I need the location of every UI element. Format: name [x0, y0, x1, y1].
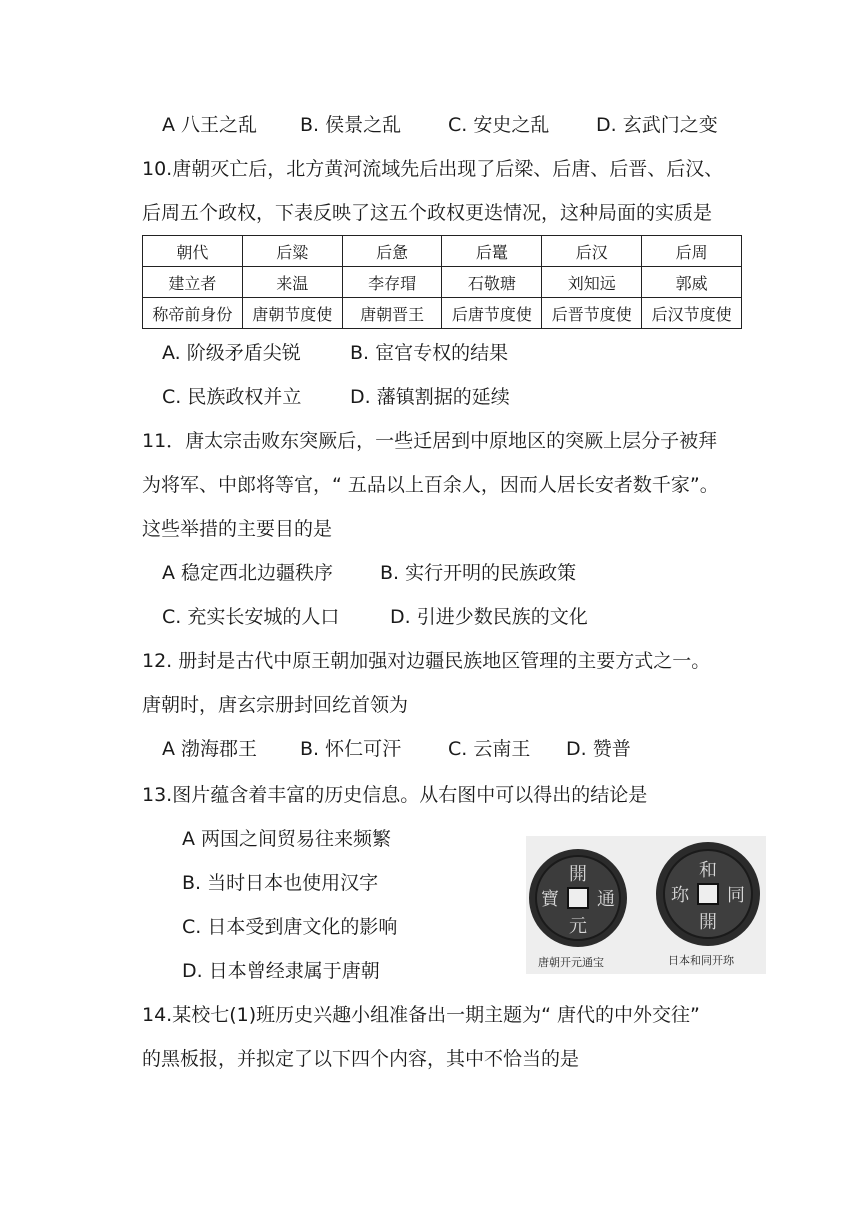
q11-option-c[interactable]: C. 充实长安城的人口: [162, 606, 340, 628]
coin-right-char-right: 同: [727, 885, 745, 906]
q11-stem-line3: 这些举措的主要目的是: [142, 518, 333, 540]
table-cell: 后惫: [342, 236, 442, 267]
q13-option-c[interactable]: C. 日本受到唐文化的影响: [182, 916, 398, 938]
table-cell: 建立者: [143, 267, 243, 298]
q11-stem-line1: 11．唐太宗击败东突厥后，一些迁居到中原地区的突厥上层分子被拜: [142, 430, 718, 452]
coin-left-char-top: 開: [569, 864, 587, 885]
table-cell: 后唐节度使: [442, 298, 542, 329]
coin-right-caption: 日本和同开珎: [668, 954, 734, 967]
table-cell: 后粱: [242, 236, 342, 267]
table-cell: 称帝前身份: [143, 298, 243, 329]
q14-stem-line2: 的黑板报，并拟定了以下四个内容，其中不恰当的是: [142, 1048, 580, 1070]
q12-stem-line1: 12. 册封是古代中原王朝加强对边疆民族地区管理的主要方式之一。: [142, 650, 711, 672]
q12-stem-line2: 唐朝时，唐玄宗册封回纥首领为: [142, 694, 409, 716]
table-row: [143, 267, 742, 298]
coin-right-char-top: 和: [699, 860, 717, 881]
q13-stem: 13.图片蕴含着丰富的历史信息。从右图中可以得出的结论是: [142, 784, 648, 806]
q10-options-row1: [162, 341, 508, 365]
q13-option-a[interactable]: A 两国之间贸易往来频繁: [182, 828, 392, 850]
wadokaichin-coin-icon: [656, 842, 760, 946]
q14-stem-line1: 14.某校七(1)班历史兴趣小组准备出一期主题为“ 唐代的中外交往”: [142, 1004, 700, 1026]
coin-right-char-bottom: 開: [699, 912, 717, 933]
table-cell: 唐朝节度使: [242, 298, 342, 329]
table-cell: 李存瑁: [342, 267, 442, 298]
table-cell: 后周: [642, 236, 742, 267]
table-cell: 后鼍: [442, 236, 542, 267]
q11-stem-line2: 为将军、中郎将等官，“ 五品以上百余人，因而人居长安者数千家”。: [142, 474, 719, 496]
table-cell: 来温: [242, 267, 342, 298]
table-cell: 唐朝晋王: [342, 298, 442, 329]
table-cell: 后汉: [542, 236, 642, 267]
table-cell: 后汉节度使: [642, 298, 742, 329]
q9-option-a[interactable]: A 八王之乱: [162, 114, 258, 136]
q9-option-d[interactable]: D. 玄武门之变: [596, 114, 718, 136]
q10-option-a[interactable]: A. 阶级矛盾尖锐: [162, 342, 301, 364]
q13-option-d[interactable]: D. 日本曾经隶属于唐朝: [182, 960, 380, 982]
table-cell: 石敬瑭: [442, 267, 542, 298]
q11-option-b[interactable]: B. 实行开明的民族政策: [380, 562, 577, 584]
q9-options: [162, 113, 718, 137]
kaiyuan-coin-icon: [529, 849, 627, 947]
q10-options-row2: [162, 385, 510, 409]
table-cell: 刘知远: [542, 267, 642, 298]
q10-option-d[interactable]: D. 藩镇割据的延续: [350, 386, 510, 408]
q9-option-b[interactable]: B. 侯景之乱: [300, 114, 402, 136]
q13-option-b[interactable]: B. 当时日本也使用汉字: [182, 872, 379, 894]
coins-photo: [526, 836, 766, 974]
q10-stem-line1: 10.唐朝灭亡后，北方黄河流域先后出现了后梁、后唐、后晋、后汉、: [142, 158, 724, 180]
q11-option-a[interactable]: A 稳定西北边疆秩序: [162, 562, 334, 584]
table-cell: 朝代: [143, 236, 243, 267]
q10-dynasty-table: [142, 235, 742, 329]
q12-option-a[interactable]: A 渤海郡王: [162, 738, 258, 760]
q11-option-d[interactable]: D. 引进少数民族的文化: [390, 606, 588, 628]
q12-option-b[interactable]: B. 怀仁可汗: [300, 738, 402, 760]
coin-left-char-bottom: 元: [569, 916, 587, 937]
q12-option-c[interactable]: C. 云南王: [448, 738, 531, 760]
table-row: [143, 236, 742, 267]
q10-stem-line2: 后周五个政权，下表反映了这五个政权更迭情况，这种局面的实质是: [142, 202, 713, 224]
table-cell: 郭威: [642, 267, 742, 298]
q11-options-row1: [162, 561, 576, 585]
coin-left-caption: 唐朝开元通宝: [538, 956, 604, 969]
q11-options-row2: [162, 605, 588, 629]
table-row: [143, 298, 742, 329]
q10-option-b[interactable]: B. 宦官专权的结果: [350, 342, 509, 364]
q10-option-c[interactable]: C. 民族政权并立: [162, 386, 302, 408]
q9-option-c[interactable]: C. 安史之乱: [448, 114, 550, 136]
q12-option-d[interactable]: D. 赞普: [566, 738, 631, 760]
coin-right-char-left: 珎: [671, 885, 689, 906]
coin-left-char-left: 寶: [541, 889, 559, 910]
q12-options: [162, 737, 631, 761]
coin-left-char-right: 通: [597, 889, 615, 910]
table-cell: 后晋节度使: [542, 298, 642, 329]
